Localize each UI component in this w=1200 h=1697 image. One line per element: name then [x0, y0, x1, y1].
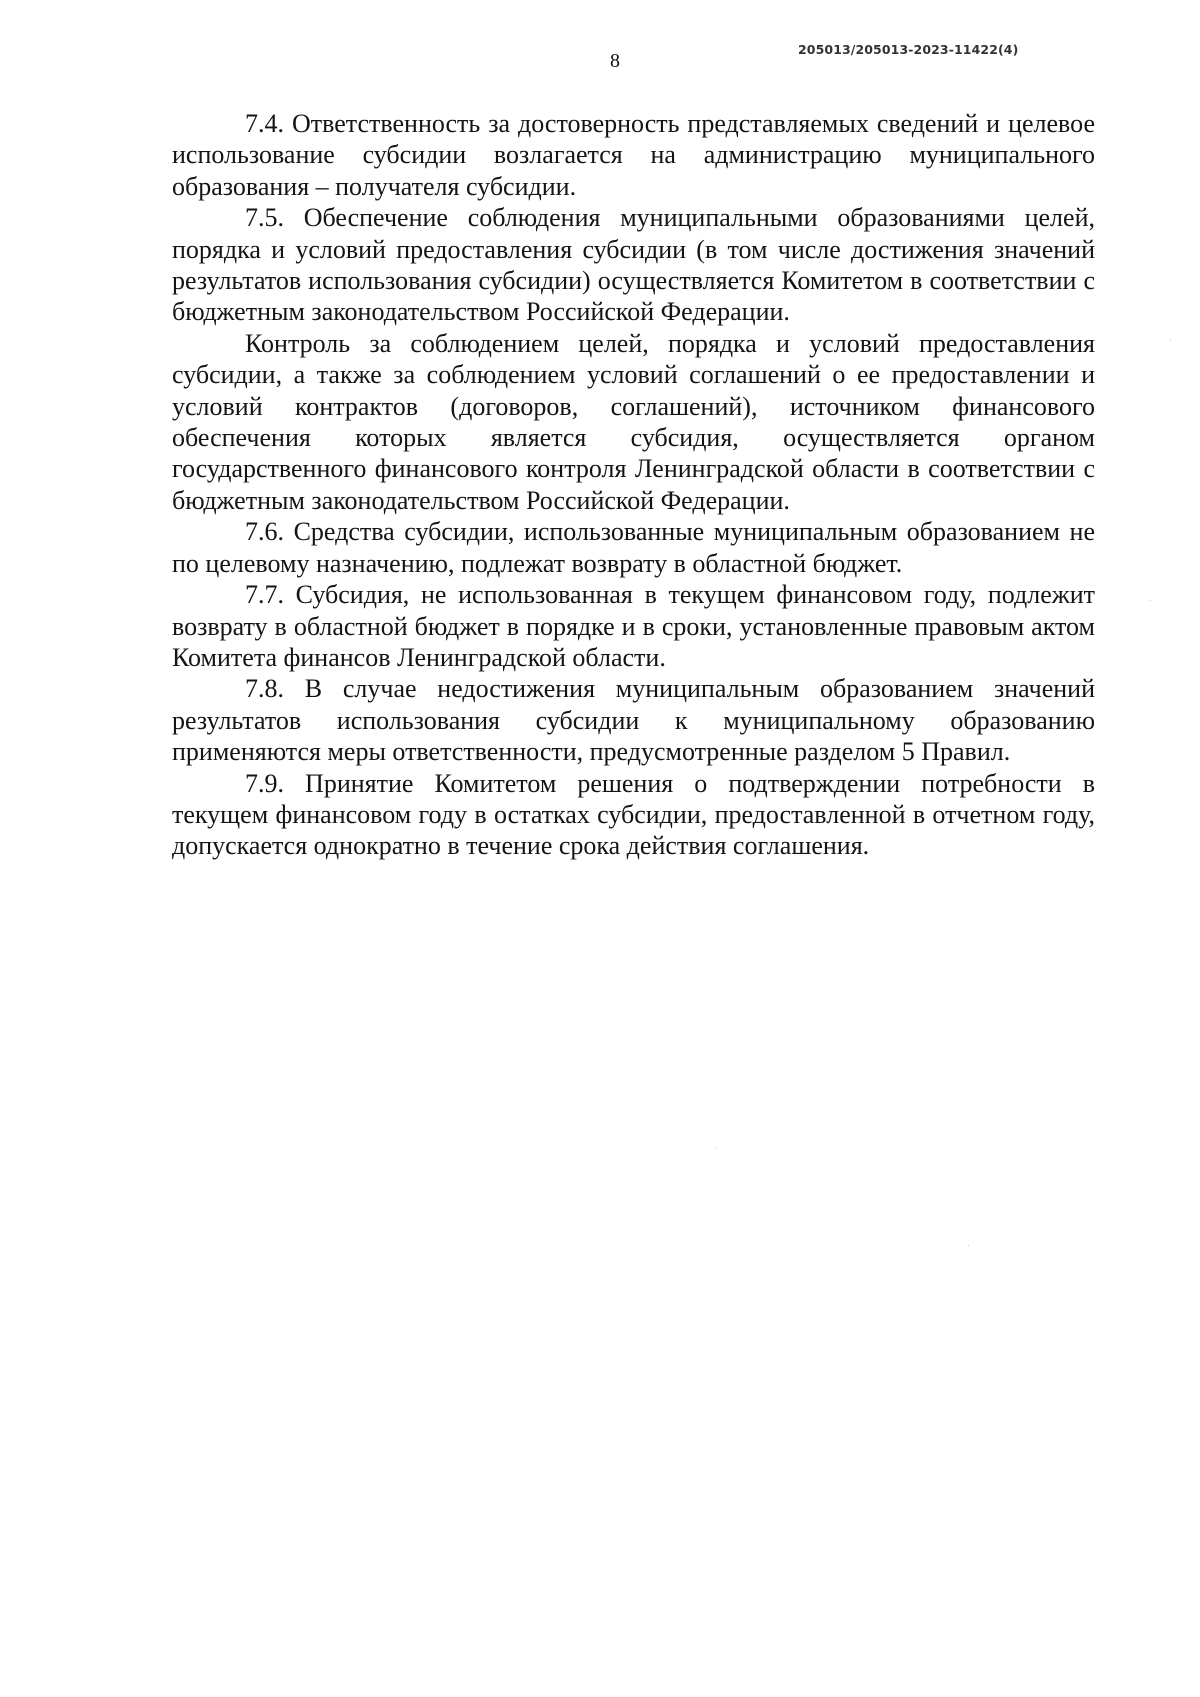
paragraph-control: Контроль за соблюдением целей, порядка и условий предоставления субсидии, а также за соблюдением условий соглашений о ее предоставлении и условий контрактов (договоров, соглашений), источником финансового обеспечения которых является субсидия, осуществляется органом государственного финансового контроля Ленинградской области в соответствии с бюджетным законодательством Российской Федерации. — [172, 328, 1095, 515]
document-registration-number: 205013/205013-2023-11422(4) — [798, 42, 1019, 57]
paragraph-7-8: 7.8. В случае недостижения муниципальным образованием значений результатов использования субсидии к муниципальному образованию применяются меры ответственности, предусмотренные разделом 5 Правил. — [172, 674, 1095, 767]
scan-speck — [1170, 340, 1171, 341]
paragraph-7-5: 7.5. Обеспечение соблюдения муниципальными образованиями целей, порядка и условий предоставления субсидии (в том числе достижения значений результатов использования субсидии) осуществляется Комитетом в соответствии с бюджетным законодательством Российской Федерации. — [172, 203, 1095, 327]
page-number: 8 — [610, 50, 620, 72]
paragraph-7-6: 7.6. Средства субсидии, использованные муниципальным образованием не по целевому назначению, подлежат возврату в областной бюджет. — [172, 517, 1095, 578]
paragraph-7-9: 7.9. Принятие Комитетом решения о подтверждении потребности в текущем финансовом году в остатках субсидии, предоставленной в отчетном году, допускается однократно в течение срока действия соглашения. — [172, 768, 1095, 861]
scan-speck — [1150, 600, 1151, 601]
paragraph-7-7: 7.7. Субсидия, не использованная в текущем финансовом году, подлежит возврату в областной бюджет в порядке и в сроки, установленные правовым актом Комитета финансов Ленинградской области. — [172, 580, 1095, 672]
document-body — [172, 108, 1095, 862]
paragraph-7-4: 7.4. Ответственность за достоверность представляемых сведений и целевое использование субсидии возлагается на администрацию муниципального образования – получателя субсидии. — [172, 109, 1095, 201]
scan-speck — [968, 1245, 969, 1246]
scan-speck — [715, 1148, 716, 1149]
